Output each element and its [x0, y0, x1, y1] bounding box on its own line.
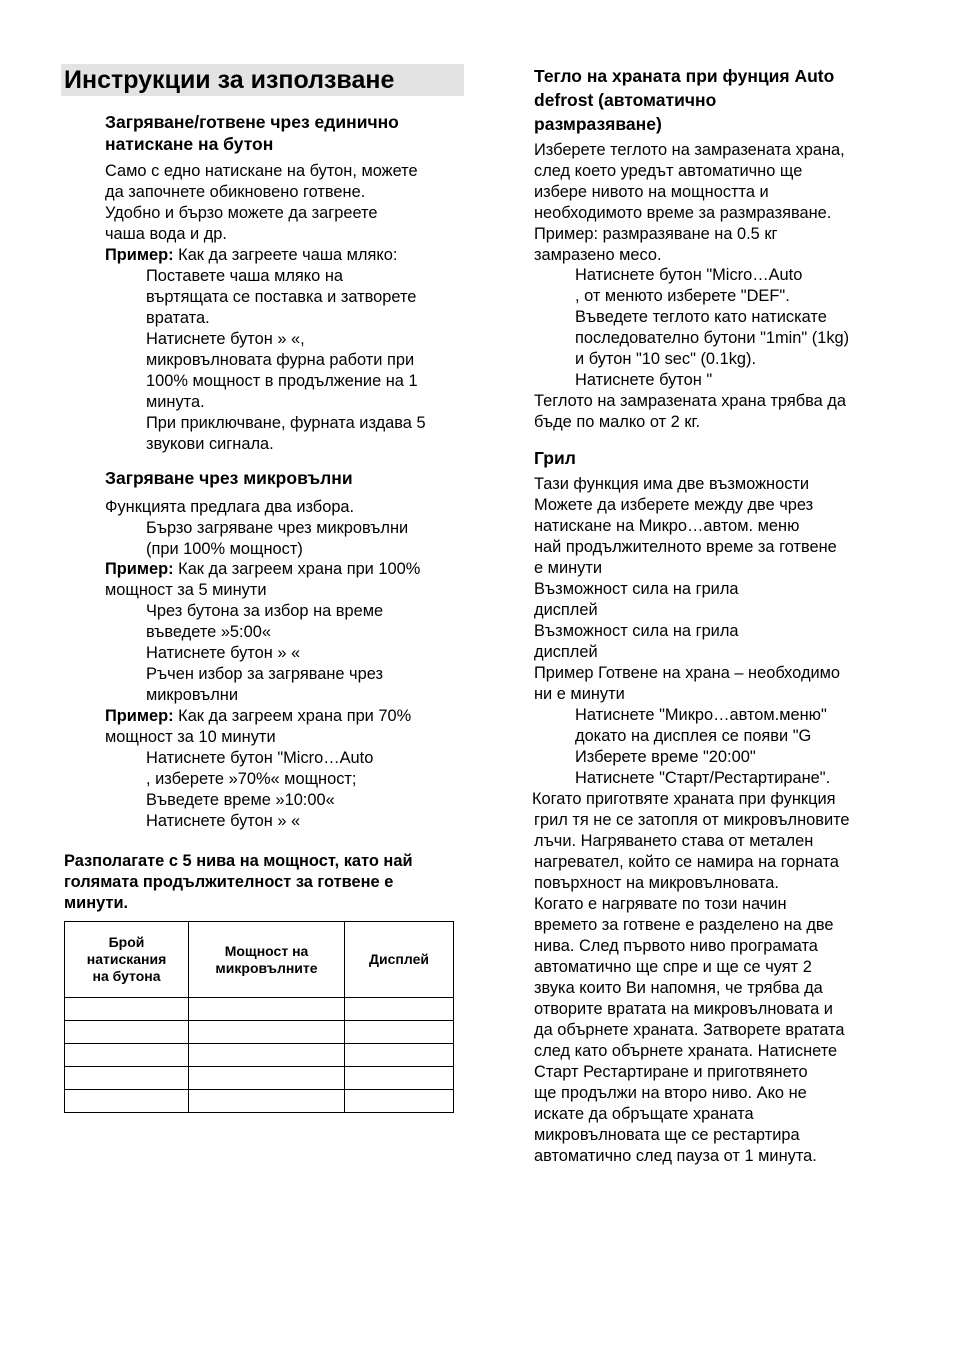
paragraph-line: да обърнете храната. Затворете вратата: [534, 1021, 845, 1039]
table-header-text: Брой: [108, 934, 145, 950]
step-line: последователно бутони "1min" (1kg): [575, 329, 850, 347]
table-cell: [345, 998, 454, 1021]
paragraph-line: отворите вратата на микровълновата и: [534, 1000, 833, 1018]
step-line: Натиснете бутон "Micro…Auto: [575, 266, 803, 284]
table-cell: [65, 1044, 189, 1067]
page-title: Инструкции за използване: [64, 66, 395, 94]
table-cell: [189, 1044, 345, 1067]
paragraph-line: замразено месо.: [534, 246, 662, 264]
step-line: Натиснете бутон "Micro…Auto: [146, 749, 374, 767]
table-row: [65, 1090, 454, 1113]
step-line: Поставете чаша мляко на: [146, 267, 343, 285]
table-header-text: микровълните: [215, 959, 318, 976]
paragraph-line: мощност за 10 минути: [105, 728, 276, 746]
paragraph-line: звука които Ви напомня, че трябва да: [534, 979, 823, 997]
step-line: и бутон "10 sec" (0.1kg).: [575, 350, 757, 368]
table-cell: [345, 1021, 454, 1044]
step-line: докато на дисплея се появи "G: [575, 727, 812, 745]
paragraph-line: нагревател, който се намира на горната: [534, 853, 839, 871]
power-levels-table: [64, 921, 454, 1113]
table-cell: [189, 1021, 345, 1044]
paragraph-line: необходимото време за размразяване.: [534, 204, 832, 222]
step-line: Бързо загряване чрез микровълни: [146, 519, 409, 537]
paragraph-line: дисплей: [534, 643, 598, 661]
paragraph-line: Теглото на замразената храна трябва да: [534, 392, 846, 410]
paragraph-line: избере нивото на мощността и: [534, 183, 769, 201]
section-heading: defrost (автоматично: [534, 90, 717, 110]
paragraph-line: натискане на Микро…автом. меню: [534, 517, 800, 535]
paragraph-line: грил тя не се затопля от микровълновите: [534, 811, 850, 829]
paragraph-line: да започнете обикновено готвене.: [105, 183, 366, 201]
example-text: Как да загреем храна при 100%: [173, 560, 421, 578]
step-line: микровълни: [146, 686, 239, 704]
step-line: звукови сигнала.: [146, 435, 274, 453]
paragraph-line: мощност за 5 минути: [105, 581, 267, 599]
paragraph-line: най продължителното време за готвене: [534, 538, 837, 556]
step-line: Натиснете "Микро…автом.меню": [575, 706, 827, 724]
paragraph-line: Пример Готвене на храна – необходимо: [534, 664, 841, 682]
bold-note-line: голямата продължителност за готвене е: [64, 873, 394, 891]
example-text: Как да загреете чаша мляко:: [173, 246, 398, 264]
section-heading: размразяване): [534, 114, 662, 134]
table-header-text: Мощност на: [224, 942, 309, 959]
paragraph-line: Само с едно натискане на бутон, можете: [105, 162, 418, 180]
section-heading: Грил: [534, 448, 576, 468]
paragraph-line: дисплей: [534, 601, 598, 619]
step-line: Изберете време "20:00": [575, 748, 756, 766]
paragraph-line: повърхност на микровълновата.: [534, 874, 779, 892]
table-cell: [345, 1044, 454, 1067]
paragraph-line: микровълновата ще се рестартира: [534, 1126, 800, 1144]
paragraph-line: ни е минути: [534, 685, 625, 703]
paragraph-line: Удобно и бързо можете да загреете: [105, 204, 378, 222]
paragraph-line: след което уредът автоматично ще: [534, 162, 803, 180]
step-line: Чрез бутона за избор на време: [146, 602, 384, 620]
example-line: [105, 245, 397, 265]
example-text: Как да загреем храна при 70%: [173, 707, 412, 725]
paragraph-line: след като обърнете храната. Натиснете: [534, 1042, 838, 1060]
step-line: Въведете време »10:00«: [146, 791, 335, 809]
section-heading: Загряване/готвене чрез единично: [105, 112, 399, 132]
bold-note-line: минути.: [64, 894, 129, 912]
paragraph-line: Възможност сила на грила: [534, 580, 739, 598]
example-label: Пример:: [105, 707, 174, 725]
paragraph-line: Можете да изберете между две чрез: [534, 496, 814, 514]
table-row: [65, 1021, 454, 1044]
step-line: Натиснете бутон ": [575, 371, 713, 389]
paragraph-line: чаша вода и др.: [105, 225, 227, 243]
step-line: Натиснете бутон » «: [146, 812, 301, 830]
paragraph-line: Функцията предлага два избора.: [105, 498, 355, 516]
step-line: , изберете »70%« мощност;: [146, 770, 357, 788]
table-header-text: Дисплей: [369, 951, 429, 967]
step-line: минута.: [146, 393, 205, 411]
step-line: Натиснете "Старт/Рестартиране".: [575, 769, 831, 787]
step-line: въведете »5:00«: [146, 623, 271, 641]
paragraph-line: времето за готвене е разделено на две: [534, 916, 834, 934]
step-line: Натиснете бутон » «,: [146, 330, 305, 348]
paragraph-line: нива. След първото ниво програмата: [534, 937, 818, 955]
paragraph-line: Пример: размразяване на 0.5 кг: [534, 225, 778, 243]
paragraph-line: Когато е нагрявате по този начин: [534, 895, 787, 913]
example-label: Пример:: [105, 560, 174, 578]
table-cell: [65, 1067, 189, 1090]
step-line: вратата.: [146, 309, 210, 327]
table-cell: [65, 1021, 189, 1044]
table-cell: [345, 1090, 454, 1113]
example-line: [105, 559, 420, 579]
table-cell: [189, 1090, 345, 1113]
table-row: [65, 1067, 454, 1090]
step-line: Ръчен избор за загряване чрез: [146, 665, 383, 683]
step-line: микровълновата фурна работи при: [146, 351, 415, 369]
example-label: Пример:: [105, 246, 174, 264]
step-line: Въведете теглото като натискате: [575, 308, 827, 326]
table-header-presses: [65, 922, 189, 998]
section-heading: Загряване чрез микровълни: [105, 468, 353, 488]
paragraph-line: Старт Рестартиране и приготвянето: [534, 1063, 808, 1081]
table-cell: [65, 998, 189, 1021]
section-heading: натискане на бутон: [105, 134, 274, 154]
table-header-text: натискания: [86, 951, 167, 967]
table-header-display: [345, 922, 454, 998]
table-cell: [189, 1067, 345, 1090]
paragraph-line: бъде по малко от 2 кг.: [534, 413, 701, 431]
paragraph-line: ще продължи на второ ниво. Ако не: [534, 1084, 807, 1102]
paragraph-line: е минути: [534, 559, 603, 577]
example-line: [105, 706, 411, 726]
table-header-row: [65, 922, 454, 998]
step-line: При приключване, фурната издава 5: [146, 414, 426, 432]
table-header-power: [189, 922, 345, 998]
table-cell: [65, 1090, 189, 1113]
paragraph-line: Възможност сила на грила: [534, 622, 739, 640]
bold-note-line: Разполагате с 5 нива на мощност, като най: [64, 852, 413, 870]
step-line: 100% мощност в продължение на 1: [146, 372, 418, 390]
section-heading: Тегло на храната при фунция Auto: [534, 66, 835, 86]
paragraph-line: Тази функция има две възможности: [534, 475, 810, 493]
paragraph-line: Когато приготвяте храната при функция: [532, 790, 836, 808]
step-line: Натиснете бутон » «: [146, 644, 301, 662]
paragraph-line: автоматично след пауза от 1 минута.: [534, 1147, 817, 1165]
paragraph-line: Изберете теглото на замразената храна,: [534, 141, 845, 159]
table-row: [65, 1044, 454, 1067]
paragraph-line: лъчи. Нагряването става от метален: [534, 832, 814, 850]
step-line: (при 100% мощност): [146, 540, 303, 558]
table-row: [65, 998, 454, 1021]
table-cell: [189, 998, 345, 1021]
paragraph-line: искате да обръщате храната: [534, 1105, 754, 1123]
step-line: въртящата се поставка и затворете: [146, 288, 417, 306]
table-header-text: на бутона: [92, 968, 161, 984]
step-line: , от менюто изберете "DEF".: [575, 287, 790, 305]
paragraph-line: автоматично ще спре и ще се чуят 2: [534, 958, 812, 976]
table-cell: [345, 1067, 454, 1090]
